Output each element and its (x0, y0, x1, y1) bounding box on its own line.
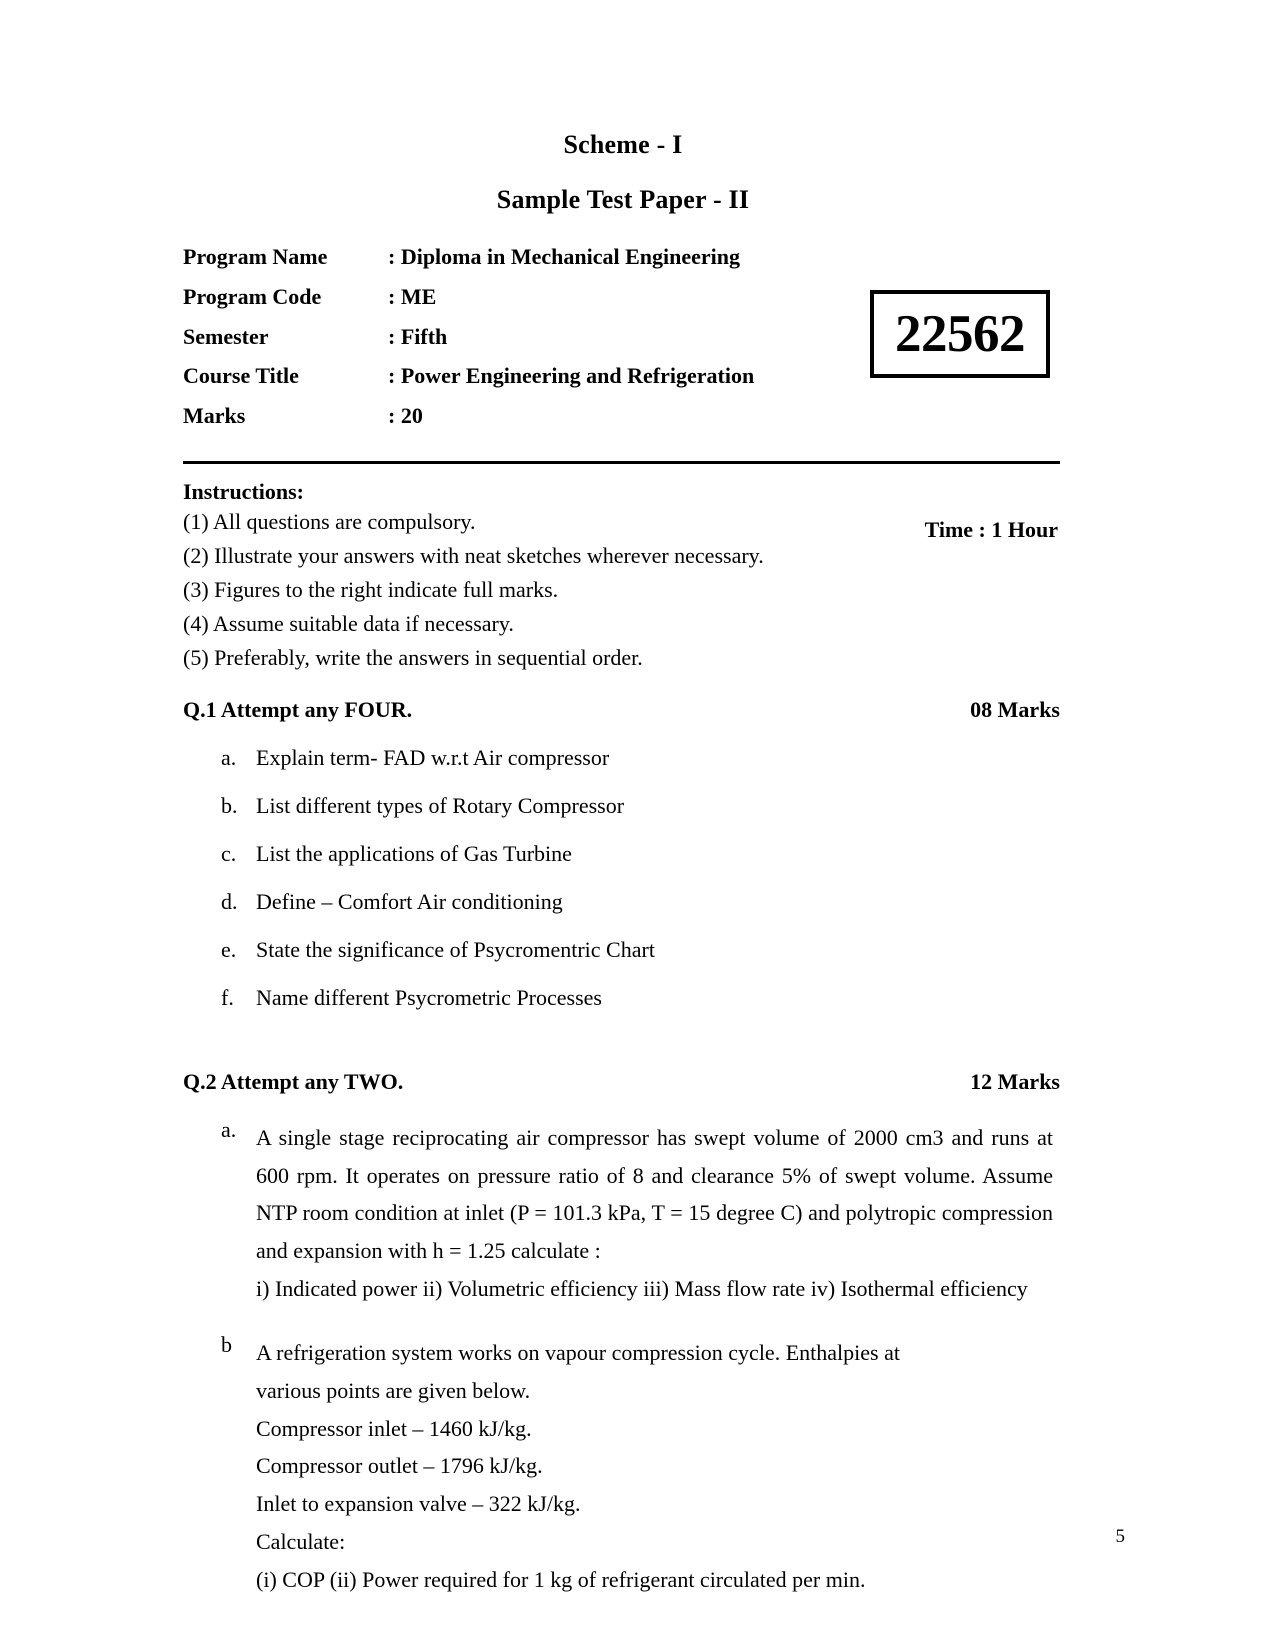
item-line: Compressor inlet – 1460 kJ/kg. (256, 1415, 532, 1441)
question-1-marks: 08 Marks (970, 696, 1060, 722)
meta-row-program-name (183, 245, 823, 285)
instruction-item: (2) Illustrate your answers with neat sketches wherever necessary. (183, 542, 764, 568)
meta-value-course-title: : Power Engineering and Refrigeration (388, 363, 755, 389)
meta-label-program-code: Program Code (183, 283, 322, 309)
item-line: Calculate: (256, 1529, 346, 1555)
page-number: 5 (1115, 1526, 1125, 1547)
item-sub-parts: i) Indicated power ii) Volumetric efficiency iii) Mass flow rate iv) Isothermal efficiency (256, 1276, 1028, 1302)
list-item (183, 744, 1063, 770)
instruction-item: (3) Figures to the right indicate full marks. (183, 576, 559, 602)
meta-value-marks: : 20 (388, 403, 423, 428)
item-marker: a. (221, 744, 237, 770)
item-marker: d. (221, 888, 238, 914)
item-marker: a. (221, 1116, 237, 1142)
item-text: Name different Psycrometric Processes (256, 984, 602, 1010)
list-item (183, 1116, 1063, 1308)
question-2-sub-items (183, 1116, 1063, 1599)
question-2-number: Q.2 Attempt any TWO. (183, 1068, 404, 1094)
item-line: (i) COP (ii) Power required for 1 kg of refrigerant circulated per min. (256, 1566, 866, 1592)
item-text: Define – Comfort Air conditioning (256, 888, 563, 914)
question-1-number: Q.1 Attempt any FOUR. (183, 696, 413, 722)
item-marker: f. (221, 984, 234, 1010)
list-item (183, 840, 1063, 866)
meta-label-marks: Marks (183, 403, 246, 428)
item-text: Explain term- FAD w.r.t Air compressor (256, 744, 610, 770)
list-item (183, 792, 1063, 818)
list-item (183, 888, 1063, 914)
item-marker: e. (221, 936, 237, 962)
item-text: List different types of Rotary Compressor (256, 792, 625, 818)
item-marker: c. (221, 840, 237, 866)
meta-value-semester: : Fifth (388, 323, 448, 349)
question-1-block (183, 696, 1063, 1010)
instruction-item: (5) Preferably, write the answers in sequential order. (183, 644, 643, 670)
meta-value-program-name: : Diploma in Mechanical Engineering (388, 244, 740, 269)
meta-value-program-code: : ME (388, 283, 437, 309)
meta-label-semester: Semester (183, 323, 269, 349)
question-1-heading (183, 696, 1060, 722)
question-2-marks: 12 Marks (970, 1068, 1060, 1094)
instruction-item: (4) Assume suitable data if necessary. (183, 610, 514, 636)
question-2-heading (183, 1068, 1060, 1094)
item-line: Compressor outlet – 1796 kJ/kg. (256, 1453, 543, 1479)
scheme-title: Scheme - I (563, 130, 683, 159)
course-code-value: 22562 (895, 304, 1025, 363)
exam-duration: Time : 1 Hour (924, 517, 1058, 542)
paper-title: Sample Test Paper - II (496, 185, 750, 214)
list-item (183, 1331, 1063, 1599)
meta-label-program-name: Program Name (183, 244, 328, 269)
meta-row-course-title (183, 364, 823, 404)
instructions-block (183, 478, 1063, 670)
course-code-box (870, 290, 1050, 378)
list-item (183, 984, 1063, 1010)
instructions-heading: Instructions: (183, 478, 305, 504)
paper-meta-table (183, 245, 823, 444)
instruction-item: (1) All questions are compulsory. (183, 508, 476, 534)
meta-row-semester (183, 325, 823, 365)
question-1-sub-items (183, 744, 1063, 1010)
list-item (183, 936, 1063, 962)
item-body: A single stage reciprocating air compressor has swept volume of 2000 cm3 and runs at 600 rpm. It operates on pressure ratio of 8 and clearance 5% of swept volume. Assume NTP room condition at inlet (P = 101.3 kPa, T = 15 degree C) and polytropic compression and expansion with h = 1.25 calculate : (256, 1124, 1053, 1264)
item-line: A refrigeration system works on vapour compression cycle. Enthalpies at (256, 1339, 900, 1365)
meta-label-course-title: Course Title (183, 363, 299, 389)
header-divider (183, 461, 1060, 464)
page-content (183, 118, 1063, 1599)
meta-row-marks (183, 404, 823, 444)
item-line: Inlet to expansion valve – 322 kJ/kg. (256, 1491, 581, 1517)
item-text: State the significance of Psycromentric Chart (256, 936, 655, 962)
item-line: various points are given below. (256, 1377, 531, 1403)
item-marker: b. (221, 792, 238, 818)
meta-row-program-code (183, 285, 823, 325)
item-marker: b (221, 1331, 232, 1357)
question-2-block (183, 1068, 1063, 1599)
item-text: List the applications of Gas Turbine (256, 840, 572, 866)
